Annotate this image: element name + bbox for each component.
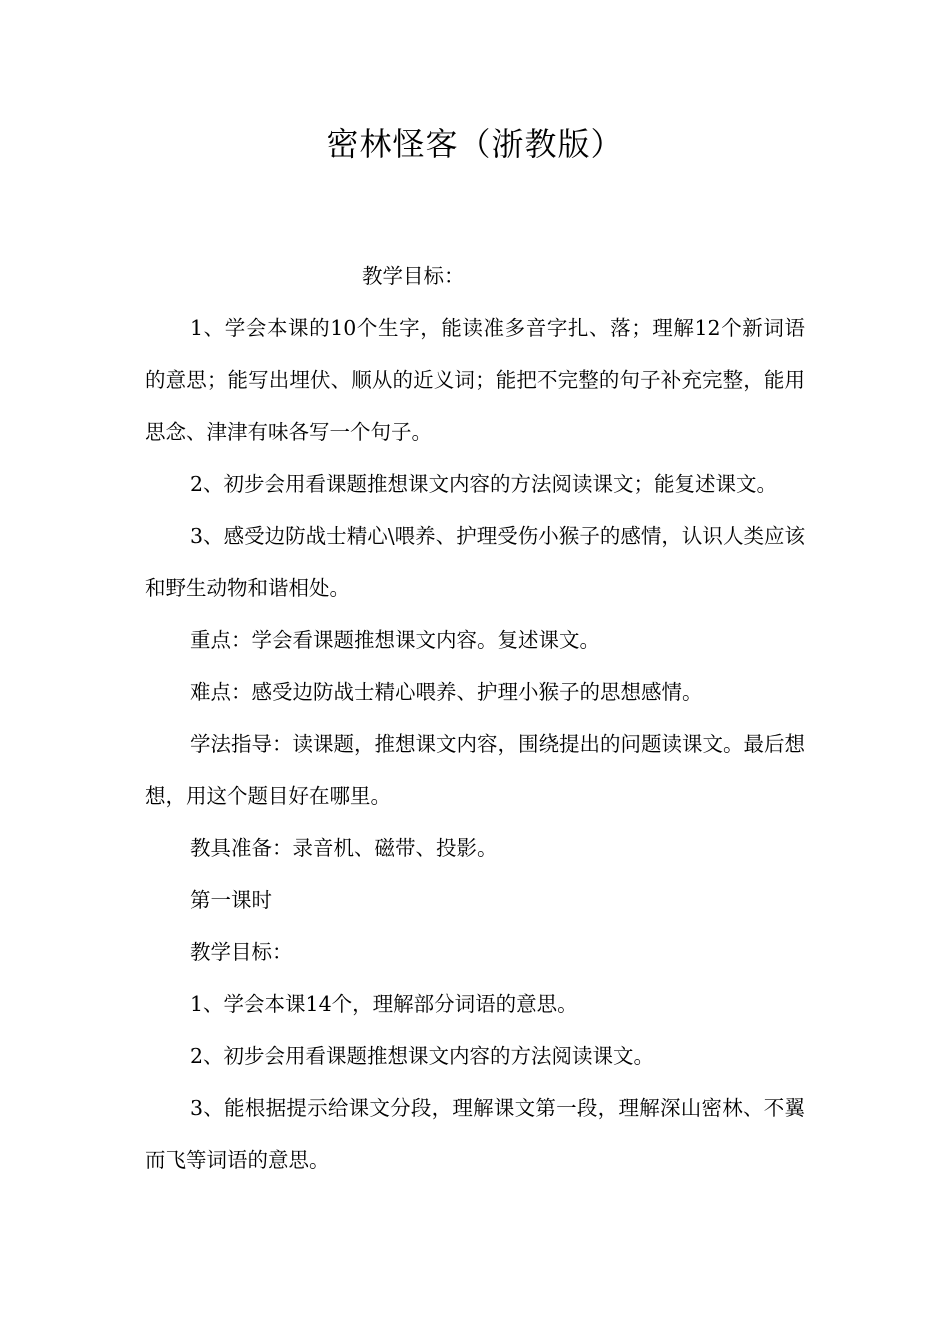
difficult-point: 难点：感受边防战士精心喂养、护理小猴子的思想感情。	[190, 680, 703, 704]
section-heading-objectives: 教学目标：	[362, 264, 465, 288]
first-lesson-objective-2: 2、初步会用看课题推想课文内容的方法阅读课文。	[190, 1044, 655, 1068]
first-lesson-objectives-heading: 教学目标：	[190, 940, 293, 964]
objective-1: 1、学会本课的10个生字，能读准多音字扎、落；理解12个新词语的意思；能写出埋伏、顺从的近义词；能把不完整的句子补充完整，能用思念、津津有味各写一个句子。	[145, 316, 805, 444]
document-title: 密林怪客（浙教版）	[326, 125, 624, 163]
first-lesson-heading: 第一课时	[190, 888, 272, 912]
objective-2: 2、初步会用看课题推想课文内容的方法阅读课文；能复述课文。	[190, 472, 778, 496]
teaching-aids: 教具准备：录音机、磁带、投影。	[190, 836, 498, 860]
document-body	[145, 250, 805, 1186]
study-method: 学法指导：读课题，推想课文内容，围绕提出的问题读课文。最后想想，用这个题目好在哪里。	[145, 732, 805, 808]
first-lesson-objective-3: 3、能根据提示给课文分段，理解课文第一段，理解深山密林、不翼而飞等词语的意思。	[145, 1096, 805, 1172]
objective-3: 3、感受边防战士精心\喂养、护理受伤小猴子的感情，认识人类应该和野生动物和谐相处。	[145, 524, 805, 600]
key-point: 重点：学会看课题推想课文内容。复述课文。	[190, 628, 600, 652]
first-lesson-objective-1: 1、学会本课14个，理解部分词语的意思。	[190, 992, 578, 1016]
